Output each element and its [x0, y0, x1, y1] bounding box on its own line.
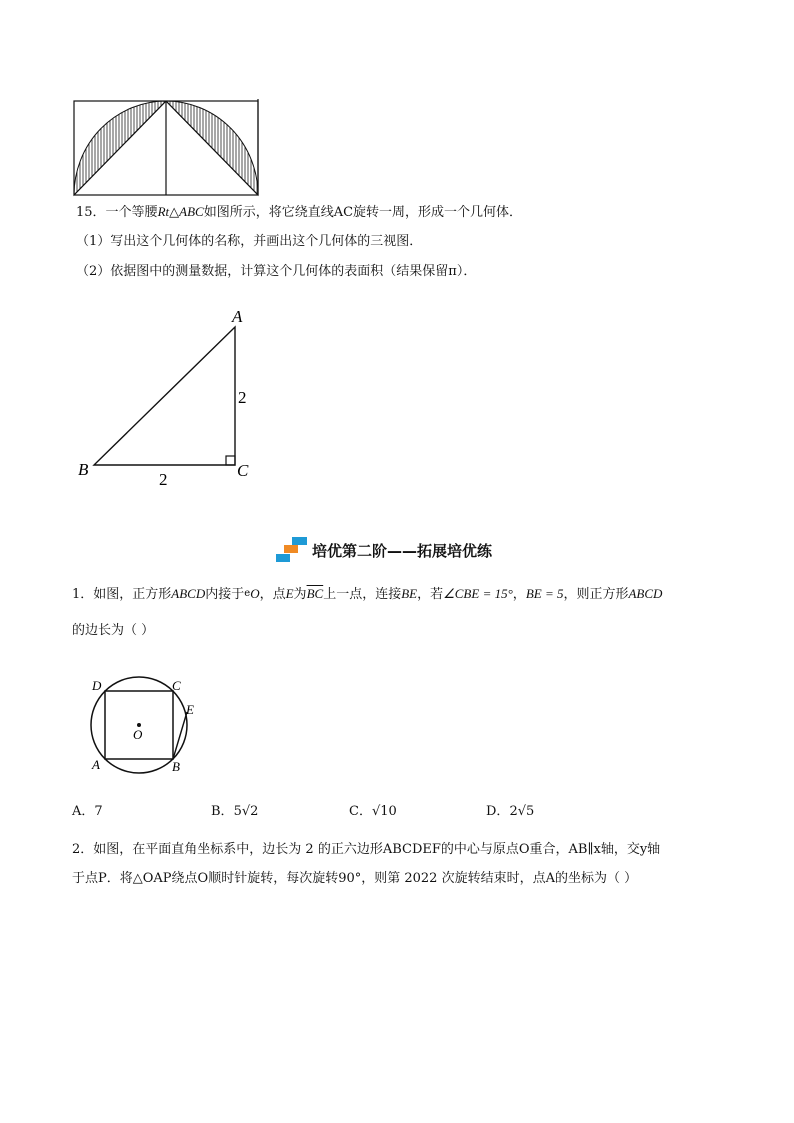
q1-circle-figure	[84, 672, 204, 782]
q1-stem-line2: 的边长为（ ）	[72, 623, 155, 638]
section-header	[274, 536, 492, 564]
triangle-abc	[94, 327, 235, 465]
section-badge-icon	[274, 536, 308, 564]
q1-option-b[interactable]: B．5√2	[211, 804, 259, 819]
right-angle-mark	[226, 456, 235, 465]
q1-option-d[interactable]: D．2√5	[486, 804, 535, 819]
q15-stem: 15．一个等腰Rt△ABC如图所示，将它绕直线AC旋转一周，形成一个几何体．	[76, 204, 523, 220]
q1-stem-line1: 1．如图，正方形ABCD内接于eO，点E为$\overline{BC}$上一点，连接BE，若∠CBE = 15°，BE = 5，则正方形ABCD	[72, 586, 663, 602]
section-title: 培优第二阶——拓展培优练	[312, 541, 493, 560]
question-number: 2．	[72, 842, 94, 857]
q1-option-c[interactable]: C．√10	[349, 804, 397, 819]
question-number: 1．	[72, 587, 94, 602]
q1-option-a[interactable]: A．7	[72, 804, 103, 819]
segment-be	[173, 712, 187, 759]
q14-figure	[70, 98, 262, 198]
label-a: A	[232, 307, 243, 326]
side-bc-length: 2	[159, 470, 168, 489]
q2-stem-line1: 2．如图，在平面直角坐标系中，边长为 2 的正六边形ABCDEF的中心与原点O重合，AB∥x轴，交y轴	[72, 842, 661, 857]
label-d: D	[92, 678, 102, 693]
side-ac-length: 2	[238, 388, 247, 407]
label-a: A	[92, 757, 100, 772]
label-b: B	[78, 460, 89, 479]
label-c: C	[172, 678, 181, 693]
question-number: 15．	[76, 205, 106, 220]
q15-triangle-figure	[72, 302, 262, 492]
label-e: E	[186, 702, 194, 717]
label-o: O	[133, 727, 143, 742]
q15-sub2: （2）依据图中的测量数据，计算这个几何体的表面积（结果保留π）．	[76, 264, 477, 279]
label-c: C	[237, 461, 249, 480]
q15-sub1: （1）写出这个几何体的名称，并画出这个几何体的三视图．	[76, 234, 423, 249]
label-b: B	[172, 759, 180, 774]
q2-stem-line2: 于点P．将△OAP绕点O顺时针旋转，每次旋转90°，则第 2022 次旋转结束时，点A的坐标为（ ）	[72, 871, 638, 886]
